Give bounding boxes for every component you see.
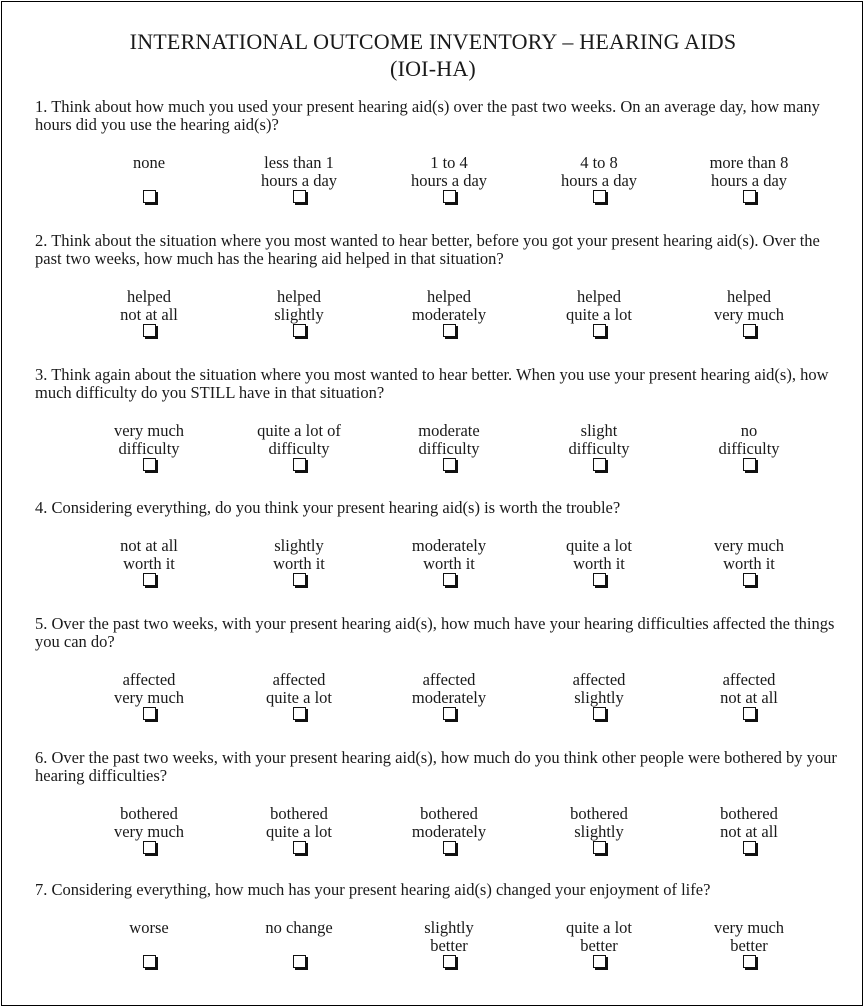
q3-option-2-label: quite a lot of difficulty [257,421,341,458]
q6-option-1 [74,805,224,854]
q2-option-5 [674,288,824,337]
q5-option-5-checkbox[interactable] [743,707,756,720]
question-3-text: 3. Think again about the situation where you most wanted to hear better. When you use your present hearing aid(s), how much difficulty do you STILL have in that situation? [35,365,829,402]
q6-option-2-checkbox[interactable] [293,841,306,854]
q5-option-2-checkbox[interactable] [293,707,306,720]
question-1-text: 1. Think about how much you used your present hearing aid(s) over the past two weeks. On an average day, how many hours did you use the hearing aid(s)? [35,97,820,134]
q4-option-2-checkbox[interactable] [293,573,306,586]
question-6-text: 6. Over the past two weeks, with your present hearing aid(s), how much do you think other people were bothered by your hearing difficulties? [35,748,837,785]
q3-option-5-checkbox[interactable] [743,458,756,471]
q3-option-1-label: very much difficulty [113,421,185,458]
q4-option-5 [674,537,824,586]
q5-option-1-checkbox[interactable] [143,707,156,720]
q2-option-5-label: helped very much [713,287,785,324]
q7-option-1 [74,919,224,968]
q3-option-1-checkbox[interactable] [143,458,156,471]
q1-option-3 [374,154,524,203]
q6-option-1-checkbox[interactable] [143,841,156,854]
question-7-options [74,919,824,979]
q6-option-5-label: bothered not at all [720,804,778,841]
q6-option-3-label: bothered moderately [411,804,487,841]
q5-option-3 [374,671,524,720]
q2-option-4-checkbox[interactable] [593,324,606,337]
q1-option-4 [524,154,674,203]
q7-option-3 [374,919,524,968]
q1-option-4-label: 4 to 8 hours a day [560,153,638,190]
q3-option-4 [524,422,674,471]
q3-option-4-checkbox[interactable] [593,458,606,471]
q6-option-3 [374,805,524,854]
q3-option-4-label: slight difficulty [568,421,630,458]
q7-option-3-label: slightly better [424,918,474,955]
q3-option-5 [674,422,824,471]
question-3-options [74,422,824,482]
question-2-options [74,288,824,348]
q5-option-2 [224,671,374,720]
document-subtitle: (IOI-HA) [390,56,476,81]
q2-option-3-label: helped moderately [411,287,487,324]
q2-option-3-checkbox[interactable] [443,324,456,337]
q2-option-3 [374,288,524,337]
q6-option-4 [524,805,674,854]
q1-option-4-checkbox[interactable] [593,190,606,203]
q3-option-3-checkbox[interactable] [443,458,456,471]
question-5-text: 5. Over the past two weeks, with your present hearing aid(s), how much have your hearing difficulties affected the things you can do? [35,614,835,651]
q5-option-2-label: affected quite a lot [266,670,332,707]
q4-option-4-label: quite a lot worth it [566,536,632,573]
q4-option-3-label: moderately worth it [411,536,487,573]
q4-option-3 [374,537,524,586]
q5-option-4 [524,671,674,720]
q7-option-5 [674,919,824,968]
q1-option-2 [224,154,374,203]
q5-option-5 [674,671,824,720]
q5-option-3-label: affected moderately [411,670,487,707]
q1-option-1-checkbox[interactable] [143,190,156,203]
q2-option-1-label: helped not at all [120,287,178,324]
q7-option-4-label: quite a lot better [566,918,632,955]
q5-option-5-label: affected not at all [720,670,778,707]
document-title: INTERNATIONAL OUTCOME INVENTORY – HEARING AIDS [129,29,737,54]
q2-option-5-checkbox[interactable] [743,324,756,337]
question-2-text: 2. Think about the situation where you most wanted to hear better, before you got your present hearing aid(s). Over the past two weeks, how much has the hearing aid helped in that situation? [35,231,820,268]
q4-option-1-checkbox[interactable] [143,573,156,586]
q2-option-2 [224,288,374,337]
q2-option-4-label: helped quite a lot [566,287,632,324]
q5-option-4-checkbox[interactable] [593,707,606,720]
q6-option-4-checkbox[interactable] [593,841,606,854]
q1-option-5 [674,154,824,203]
q5-option-4-label: affected slightly [572,670,626,707]
question-4-text: 4. Considering everything, do you think your present hearing aid(s) is worth the trouble? [35,498,621,517]
q4-option-4-checkbox[interactable] [593,573,606,586]
q7-option-2 [224,919,374,968]
q4-option-4 [524,537,674,586]
q1-option-3-checkbox[interactable] [443,190,456,203]
q1-option-2-checkbox[interactable] [293,190,306,203]
q3-option-2-checkbox[interactable] [293,458,306,471]
q1-option-3-label: 1 to 4 hours a day [410,153,488,190]
q5-option-1 [74,671,224,720]
q7-option-4 [524,919,674,968]
q7-option-4-checkbox[interactable] [593,955,606,968]
q4-option-1 [74,537,224,586]
q1-option-1-label: none [132,153,166,172]
q1-option-5-label: more than 8 hours a day [709,153,789,190]
q6-option-3-checkbox[interactable] [443,841,456,854]
q2-option-4 [524,288,674,337]
q7-option-2-label: no change [265,918,333,937]
q7-option-5-label: very much better [713,918,785,955]
q4-option-1-label: not at all worth it [120,536,178,573]
q3-option-1 [74,422,224,471]
q6-option-1-label: bothered very much [113,804,185,841]
q5-option-3-checkbox[interactable] [443,707,456,720]
q4-option-5-checkbox[interactable] [743,573,756,586]
q2-option-1-checkbox[interactable] [143,324,156,337]
q7-option-5-checkbox[interactable] [743,955,756,968]
q6-option-2-label: bothered quite a lot [266,804,332,841]
q4-option-5-label: very much worth it [713,536,785,573]
q7-option-3-checkbox[interactable] [443,955,456,968]
q3-option-3 [374,422,524,471]
q5-option-1-label: affected very much [113,670,185,707]
q1-option-5-checkbox[interactable] [743,190,756,203]
q2-option-2-label: helped slightly [274,287,324,324]
q4-option-2-label: slightly worth it [273,536,325,573]
q4-option-2 [224,537,374,586]
q4-option-3-checkbox[interactable] [443,573,456,586]
q6-option-5-checkbox[interactable] [743,841,756,854]
q7-option-2-checkbox[interactable] [293,955,306,968]
q3-option-2 [224,422,374,471]
question-1-options [74,154,824,214]
question-5-options [74,671,824,731]
question-6-options [74,805,824,865]
q3-option-5-label: no difficulty [718,421,780,458]
q6-option-5 [674,805,824,854]
q7-option-1-label: worse [129,918,169,937]
question-4-options [74,537,824,597]
q3-option-3-label: moderate difficulty [418,421,480,458]
q2-option-1 [74,288,224,337]
q2-option-2-checkbox[interactable] [293,324,306,337]
q7-option-1-checkbox[interactable] [143,955,156,968]
q1-option-1 [74,154,224,203]
question-7-text: 7. Considering everything, how much has your present hearing aid(s) changed your enjoyment of life? [35,880,711,899]
q6-option-2 [224,805,374,854]
q1-option-2-label: less than 1 hours a day [260,153,338,190]
q6-option-4-label: bothered slightly [570,804,628,841]
